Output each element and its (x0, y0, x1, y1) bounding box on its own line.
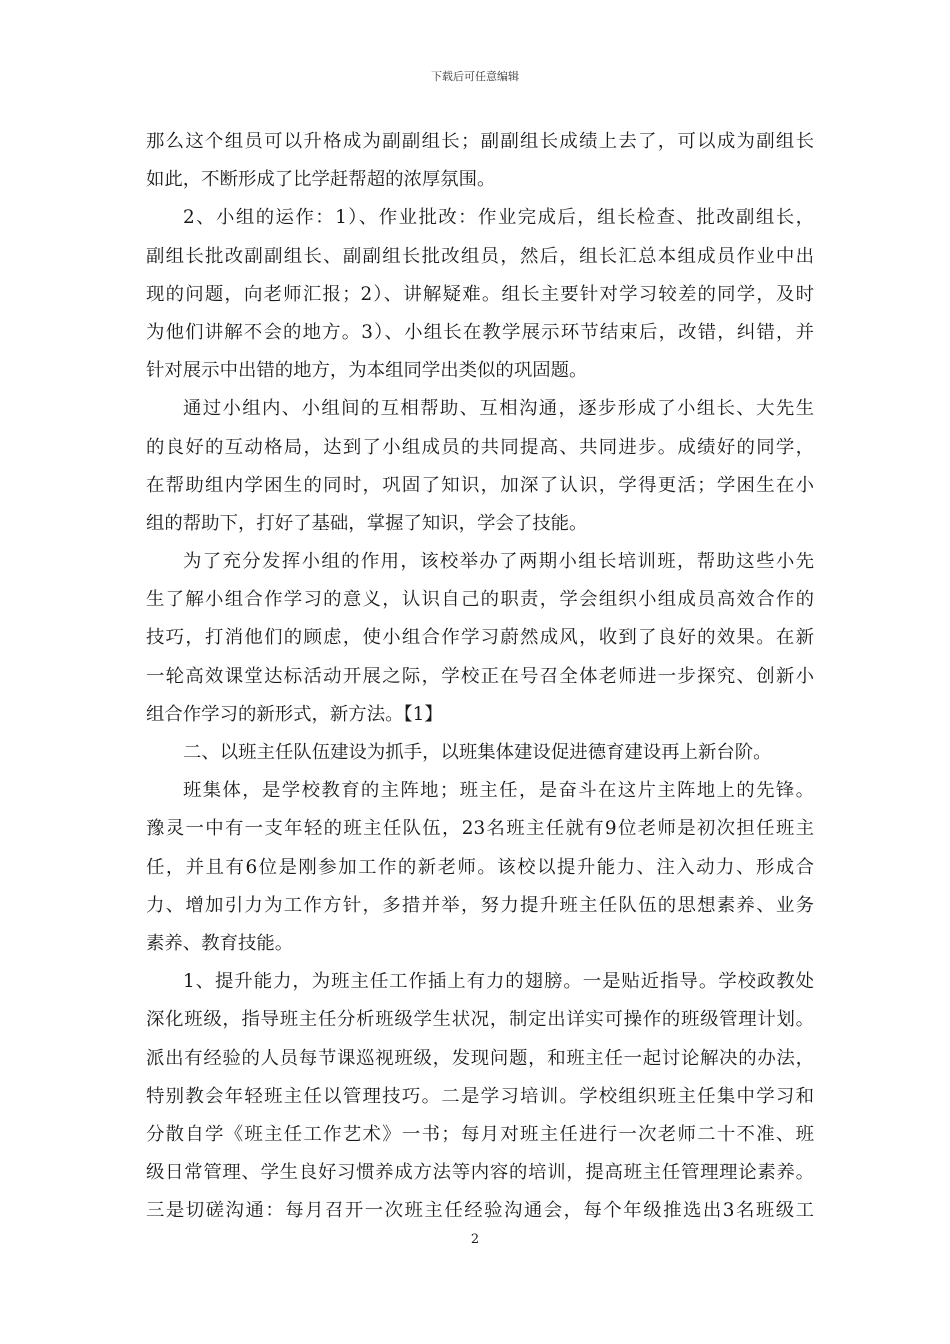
text-line: 那么这个组员可以升格成为副副组长；副副组长成绩上去了，可以成为副组长 (146, 131, 814, 152)
text-line: 一轮高效课堂达标活动开展之际，学校正在号召全体老师进一步探究、创新小 (146, 665, 814, 687)
text-line: 力、增加引力为工作方针，多措并举，努力提升班主任队伍的思想素养、业务 (146, 894, 814, 916)
document-body (146, 123, 814, 1230)
text-line: 深化班级，指导班主任分析班级学生状况，制定出详实可操作的班级管理计划。 (146, 1009, 814, 1031)
text-line: 级日常管理、学生良好习惯养成方法等内容的培训，提高班主任管理理论素养。 (146, 1162, 814, 1184)
text-line: 生了解小组合作学习的意义，认识自己的职责，学会组织小组成员高效合作的 (146, 589, 814, 611)
text-line: 豫灵一中有一支年轻的班主任队伍，23名班主任就有9位老师是初次担任班主 (146, 818, 814, 840)
text-line: 副组长批改副副组长、副副组长批改组员，然后，组长汇总本组成员作业中出 (146, 245, 814, 267)
text-line: 三是切磋沟通：每月召开一次班主任经验沟通会，每个年级推选出3名班级工 (146, 1200, 814, 1222)
text-line: 组合作学习的新形式，新方法。【1】 (146, 703, 443, 725)
text-line: 的良好的互动格局，达到了小组成员的共同提高、共同进步。成绩好的同学， (146, 436, 814, 458)
text-line: 1、提升能力，为班主任工作插上有力的翅膀。一是贴近指导。学校政教处 (183, 971, 814, 993)
text-line: 分散自学《班主任工作艺术》一书；每月对班主任进行一次老师二十不准、班 (146, 1123, 814, 1145)
text-line: 特别教会年轻班主任以管理技巧。二是学习培训。学校组织班主任集中学习和 (146, 1085, 814, 1107)
text-line: 班集体，是学校教育的主阵地；班主任，是奋斗在这片主阵地上的先锋。 (183, 780, 814, 802)
page-number: 2 (470, 1232, 480, 1247)
text-line: 技巧，打消他们的顾虑，使小组合作学习蔚然成风，收到了良好的效果。在新 (146, 627, 814, 649)
text-line: 组的帮助下，打好了基础，掌握了知识，学会了技能。 (146, 512, 588, 534)
text-line: 素养、教育技能。 (146, 932, 294, 954)
text-line: 为他们讲解不会的地方。3）、小组长在教学展示环节结束后，改错，纠错，并 (146, 321, 814, 343)
text-line: 在帮助组内学困生的同时，巩固了知识，加深了认识，学得更活；学困生在小 (146, 474, 814, 496)
text-line: 任，并且有6位是刚参加工作的新老师。该校以提升能力、注入动力、形成合 (146, 856, 814, 878)
text-line: 为了充分发挥小组的作用，该校举办了两期小组长培训班，帮助这些小先 (183, 551, 814, 573)
text-line: 派出有经验的人员每节课巡视班级，发现问题，和班主任一起讨论解决的办法， (146, 1047, 814, 1069)
section-heading: 二、以班主任队伍建设为抓手，以班集体建设促进德育建设再上新台阶。 (183, 742, 772, 763)
text-line: 现的问题，向老师汇报；2）、讲解疑难。组长主要针对学习较差的同学，及时 (146, 283, 814, 305)
text-line: 如此，不断形成了比学赶帮超的浓厚氛围。 (146, 169, 496, 191)
text-line: 2、小组的运作：1）、作业批改：作业完成后，组长检查、批改副组长， (183, 207, 814, 229)
page-header: 下载后可任意编辑 (431, 70, 519, 83)
text-line: 针对展示中出错的地方，为本组同学出类似的巩固题。 (146, 360, 588, 382)
text-line: 通过小组内、小组间的互相帮助、互相沟通，逐步形成了小组长、大先生 (183, 398, 814, 420)
